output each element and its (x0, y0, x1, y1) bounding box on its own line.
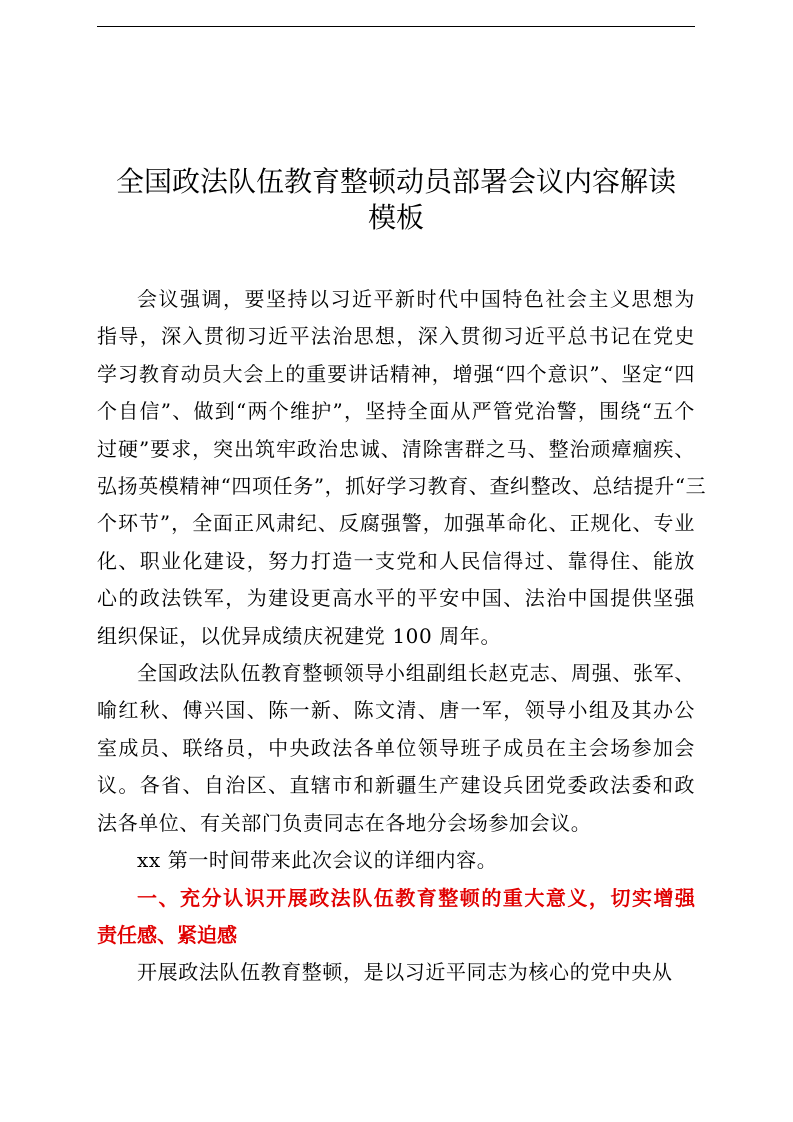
paragraph-line: 会议强调，要坚持以习近平新时代中国特色社会主义思想为 (137, 287, 695, 311)
paragraph-2 (97, 655, 695, 842)
paragraph-line: 法各单位、有关部门负责同志在各地分会场参加会议。 (97, 810, 592, 835)
paragraph-line: 室成员、联络员，中央政法各单位领导班子成员在主会场参加会 (97, 735, 695, 760)
paragraph-line: 全国政法队伍教育整顿领导小组副组长赵克志、周强、张军、 (137, 661, 695, 686)
paragraph-1 (97, 281, 707, 655)
paragraph-line: 指导，深入贯彻习近平法治思想，深入贯彻习近平总书记在党史 (97, 324, 695, 349)
paragraph-line: 弘扬英模精神“四项任务”，抓好学习教育、查纠整改、总结提升“三 (97, 474, 707, 499)
document-body (97, 281, 707, 992)
paragraph-line: xx 第一时间带来此次会议的详细内容。 (137, 848, 498, 873)
paragraph-line: 个自信”、做到“两个维护”，坚持全面从严管党治警，围绕“五个 (97, 399, 695, 424)
paragraph-line: 议。各省、自治区、直辖市和新疆生产建设兵团党委政法委和政 (97, 773, 695, 798)
title-line-1: 全国政法队伍教育整顿动员部署会议内容解读 (115, 165, 676, 198)
header-rule (97, 26, 695, 27)
paragraph-line: 开展政法队伍教育整顿，是以习近平同志为核心的党中央从 (137, 960, 673, 985)
paragraph-line: 个环节”，全面正风肃纪、反腐强警，加强革命化、正规化、专业 (97, 511, 695, 536)
paragraph-line: 心的政法铁军，为建设更高水平的平安中国、法治中国提供坚强 (97, 586, 695, 611)
heading-line: 责任感、紧迫感 (97, 922, 237, 947)
title-line-2: 模板 (367, 201, 424, 234)
paragraph-3 (97, 842, 695, 879)
paragraph-line: 学习教育动员大会上的重要讲话精神，增强“四个意识”、坚定“四 (97, 361, 695, 386)
heading-line: 一、充分认识开展政法队伍教育整顿的重大意义，切实增强 (137, 885, 695, 910)
paragraph-4 (97, 954, 695, 991)
document-title (97, 164, 695, 236)
paragraph-line: 组织保证，以优异成绩庆祝建党 100 周年。 (97, 623, 502, 648)
paragraph-line: 喻红秋、傅兴国、陈一新、陈文清、唐一军，领导小组及其办公 (97, 698, 695, 723)
section-heading-1 (97, 880, 695, 955)
paragraph-line: 过硬”要求，突出筑牢政治忠诚、清除害群之马、整治顽瘴痼疾、 (97, 436, 695, 461)
paragraph-line: 化、职业化建设，努力打造一支党和人民信得过、靠得住、能放 (97, 548, 695, 573)
